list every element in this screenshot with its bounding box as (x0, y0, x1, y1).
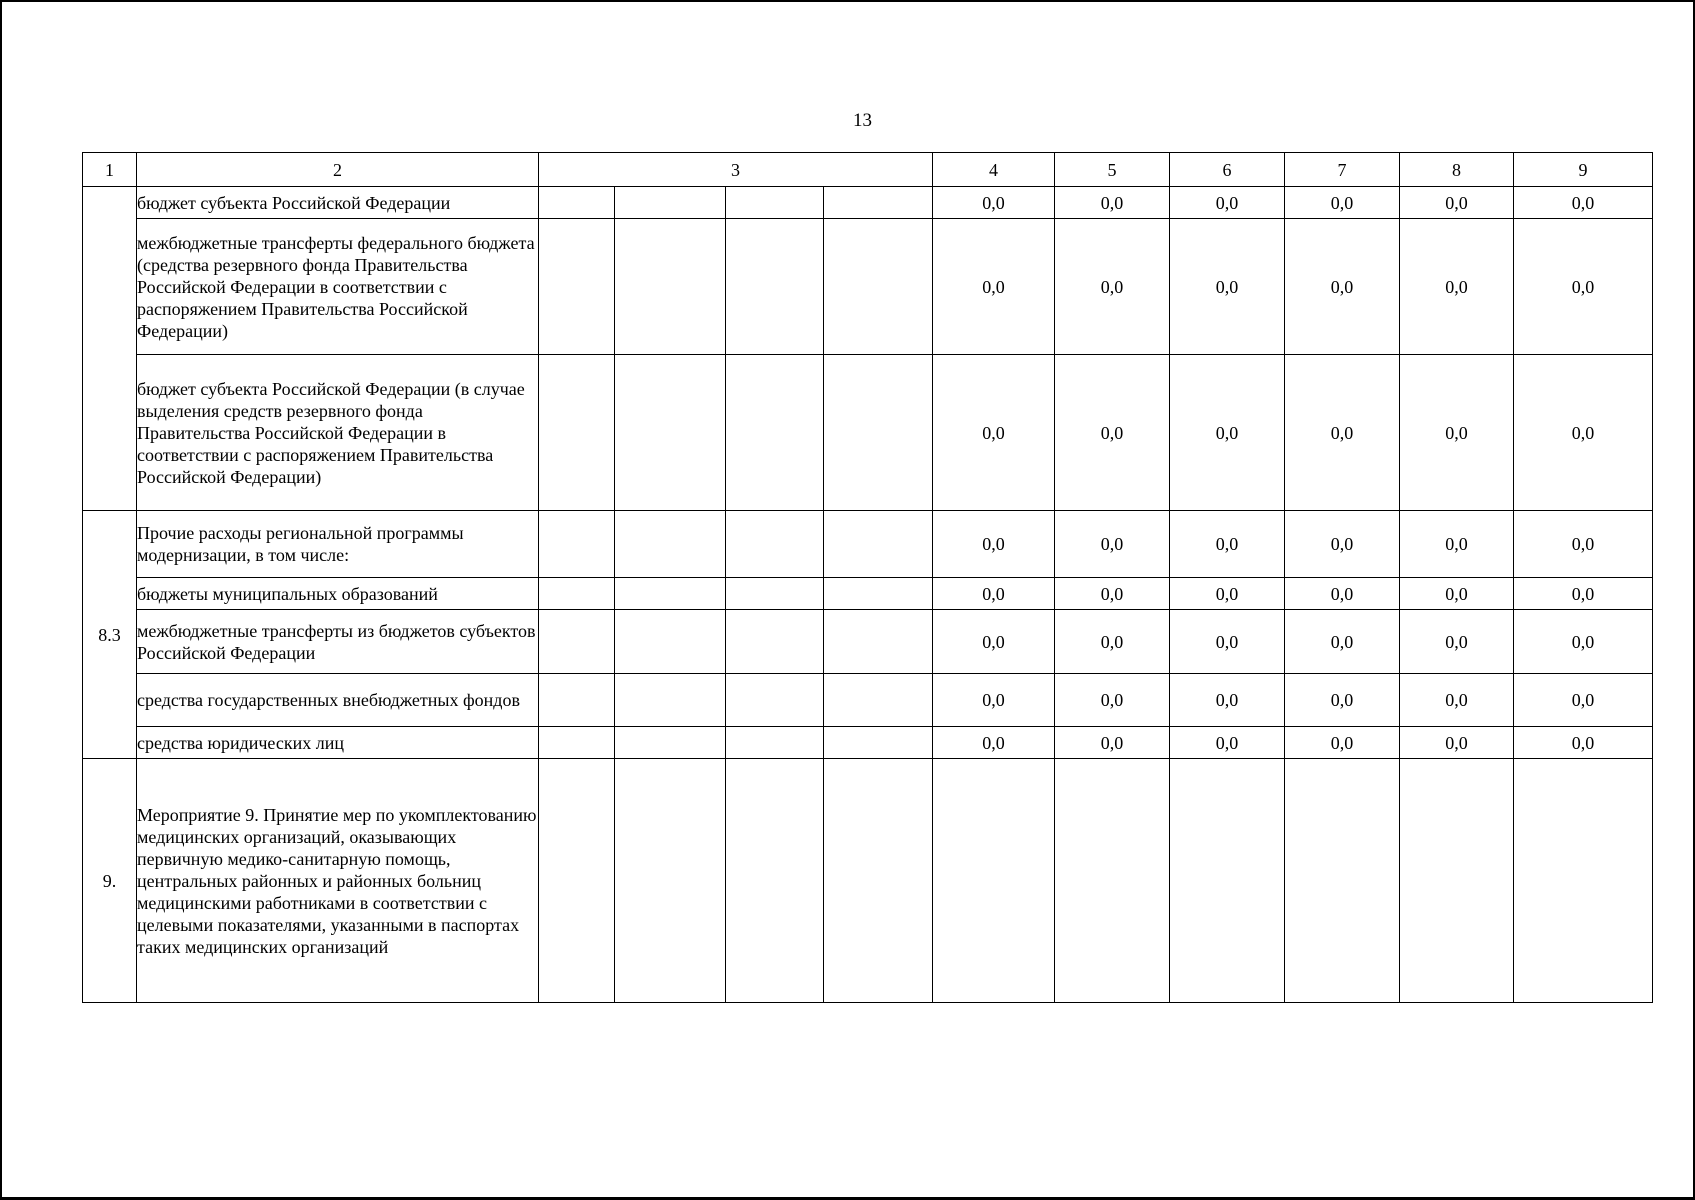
value-col-7: 0,0 (1285, 578, 1400, 610)
col3-cell-d (824, 759, 933, 1003)
value-col-5: 0,0 (1055, 727, 1170, 759)
col3-cell-b (615, 187, 726, 219)
header-col-9: 9 (1514, 153, 1653, 187)
value-col-9: 0,0 (1514, 578, 1653, 610)
col3-cell-c (726, 511, 824, 578)
table-row (83, 674, 1653, 727)
value-col-8: 0,0 (1400, 511, 1514, 578)
table-row (83, 511, 1653, 578)
col3-cell-a (539, 727, 615, 759)
value-col-7: 0,0 (1285, 219, 1400, 355)
col3-cell-c (726, 355, 824, 511)
value-col-9 (1514, 759, 1653, 1003)
value-col-4: 0,0 (933, 219, 1055, 355)
header-col-1: 1 (83, 153, 137, 187)
value-col-9: 0,0 (1514, 355, 1653, 511)
col3-cell-b (615, 511, 726, 578)
value-col-6: 0,0 (1170, 355, 1285, 511)
value-col-6: 0,0 (1170, 610, 1285, 674)
col3-cell-c (726, 578, 824, 610)
value-col-5: 0,0 (1055, 355, 1170, 511)
value-col-4: 0,0 (933, 187, 1055, 219)
col3-cell-b (615, 610, 726, 674)
value-col-7: 0,0 (1285, 187, 1400, 219)
value-col-4: 0,0 (933, 674, 1055, 727)
scan-edge-left (0, 0, 2, 1200)
col3-cell-a (539, 355, 615, 511)
col3-cell-b (615, 578, 726, 610)
value-col-5: 0,0 (1055, 187, 1170, 219)
row-label: средства юридических лиц (137, 727, 539, 759)
col3-cell-d (824, 187, 933, 219)
value-col-7: 0,0 (1285, 674, 1400, 727)
value-col-8: 0,0 (1400, 610, 1514, 674)
col3-cell-b (615, 355, 726, 511)
table-row (83, 187, 1653, 219)
row-label: бюджеты муниципальных образований (137, 578, 539, 610)
value-col-9: 0,0 (1514, 219, 1653, 355)
row-label: средства государственных внебюджетных фондов (137, 674, 539, 727)
value-col-5: 0,0 (1055, 578, 1170, 610)
value-col-7 (1285, 759, 1400, 1003)
value-col-8: 0,0 (1400, 187, 1514, 219)
col3-cell-d (824, 727, 933, 759)
value-col-6: 0,0 (1170, 674, 1285, 727)
col3-cell-a (539, 674, 615, 727)
col3-cell-d (824, 578, 933, 610)
scan-edge-top (0, 0, 1695, 2)
value-col-5: 0,0 (1055, 674, 1170, 727)
col3-cell-a (539, 187, 615, 219)
col3-cell-b (615, 727, 726, 759)
value-col-8: 0,0 (1400, 355, 1514, 511)
value-col-8: 0,0 (1400, 674, 1514, 727)
col3-cell-b (615, 219, 726, 355)
header-col-3: 3 (539, 153, 933, 187)
row-label: бюджет субъекта Российской Федерации (в случае выделения средств резервного фонда Правительства Российской Федерации в соответствии с распоряжением Правительства Российской Федерации) (137, 355, 539, 511)
table-row (83, 727, 1653, 759)
value-col-8: 0,0 (1400, 578, 1514, 610)
col3-cell-b (615, 674, 726, 727)
value-col-8: 0,0 (1400, 727, 1514, 759)
col3-cell-c (726, 727, 824, 759)
value-col-4: 0,0 (933, 511, 1055, 578)
value-col-7: 0,0 (1285, 610, 1400, 674)
col3-cell-a (539, 219, 615, 355)
table-row (83, 355, 1653, 511)
row-number (83, 187, 137, 511)
header-col-4: 4 (933, 153, 1055, 187)
value-col-4: 0,0 (933, 355, 1055, 511)
value-col-6: 0,0 (1170, 578, 1285, 610)
value-col-7: 0,0 (1285, 511, 1400, 578)
budget-table (82, 152, 1653, 1003)
value-col-4: 0,0 (933, 610, 1055, 674)
row-label: Мероприятие 9. Принятие мер по укомплектованию медицинских организаций, оказывающих первичную медико-санитарную помощь, центральных районных и районных больниц медицинскими работниками в соответствии с целевыми показателями, указанными в паспортах таких медицинских организаций (137, 759, 539, 1003)
value-col-8: 0,0 (1400, 219, 1514, 355)
value-col-6: 0,0 (1170, 219, 1285, 355)
row-label: межбюджетные трансферты из бюджетов субъектов Российской Федерации (137, 610, 539, 674)
table-row (83, 610, 1653, 674)
header-col-2: 2 (137, 153, 539, 187)
col3-cell-c (726, 219, 824, 355)
value-col-5: 0,0 (1055, 511, 1170, 578)
value-col-9: 0,0 (1514, 674, 1653, 727)
col3-cell-b (615, 759, 726, 1003)
col3-cell-a (539, 511, 615, 578)
col3-cell-c (726, 610, 824, 674)
value-col-5: 0,0 (1055, 610, 1170, 674)
page-number: 13 (853, 110, 872, 131)
table-row (83, 578, 1653, 610)
col3-cell-c (726, 187, 824, 219)
col3-cell-c (726, 674, 824, 727)
row-label: Прочие расходы региональной программы модернизации, в том числе: (137, 511, 539, 578)
table-row (83, 759, 1653, 1003)
row-label: межбюджетные трансферты федерального бюджета (средства резервного фонда Правительства Российской Федерации в соответствии с распоряжением Правительства Российской Федерации) (137, 219, 539, 355)
value-col-6: 0,0 (1170, 187, 1285, 219)
value-col-4: 0,0 (933, 727, 1055, 759)
header-col-5: 5 (1055, 153, 1170, 187)
row-number: 8.3 (83, 511, 137, 759)
value-col-5 (1055, 759, 1170, 1003)
value-col-7: 0,0 (1285, 727, 1400, 759)
value-col-7: 0,0 (1285, 355, 1400, 511)
value-col-6: 0,0 (1170, 727, 1285, 759)
col3-cell-a (539, 578, 615, 610)
col3-cell-c (726, 759, 824, 1003)
value-col-4: 0,0 (933, 578, 1055, 610)
value-col-9: 0,0 (1514, 187, 1653, 219)
col3-cell-d (824, 674, 933, 727)
value-col-9: 0,0 (1514, 727, 1653, 759)
col3-cell-a (539, 610, 615, 674)
value-col-9: 0,0 (1514, 511, 1653, 578)
value-col-4 (933, 759, 1055, 1003)
header-col-8: 8 (1400, 153, 1514, 187)
col3-cell-d (824, 511, 933, 578)
col3-cell-d (824, 610, 933, 674)
value-col-6 (1170, 759, 1285, 1003)
header-row (83, 153, 1653, 187)
value-col-6: 0,0 (1170, 511, 1285, 578)
col3-cell-d (824, 355, 933, 511)
col3-cell-d (824, 219, 933, 355)
row-label: бюджет субъекта Российской Федерации (137, 187, 539, 219)
header-col-6: 6 (1170, 153, 1285, 187)
table-row (83, 219, 1653, 355)
value-col-8 (1400, 759, 1514, 1003)
value-col-5: 0,0 (1055, 219, 1170, 355)
header-col-7: 7 (1285, 153, 1400, 187)
value-col-9: 0,0 (1514, 610, 1653, 674)
row-number: 9. (83, 759, 137, 1003)
col3-cell-a (539, 759, 615, 1003)
